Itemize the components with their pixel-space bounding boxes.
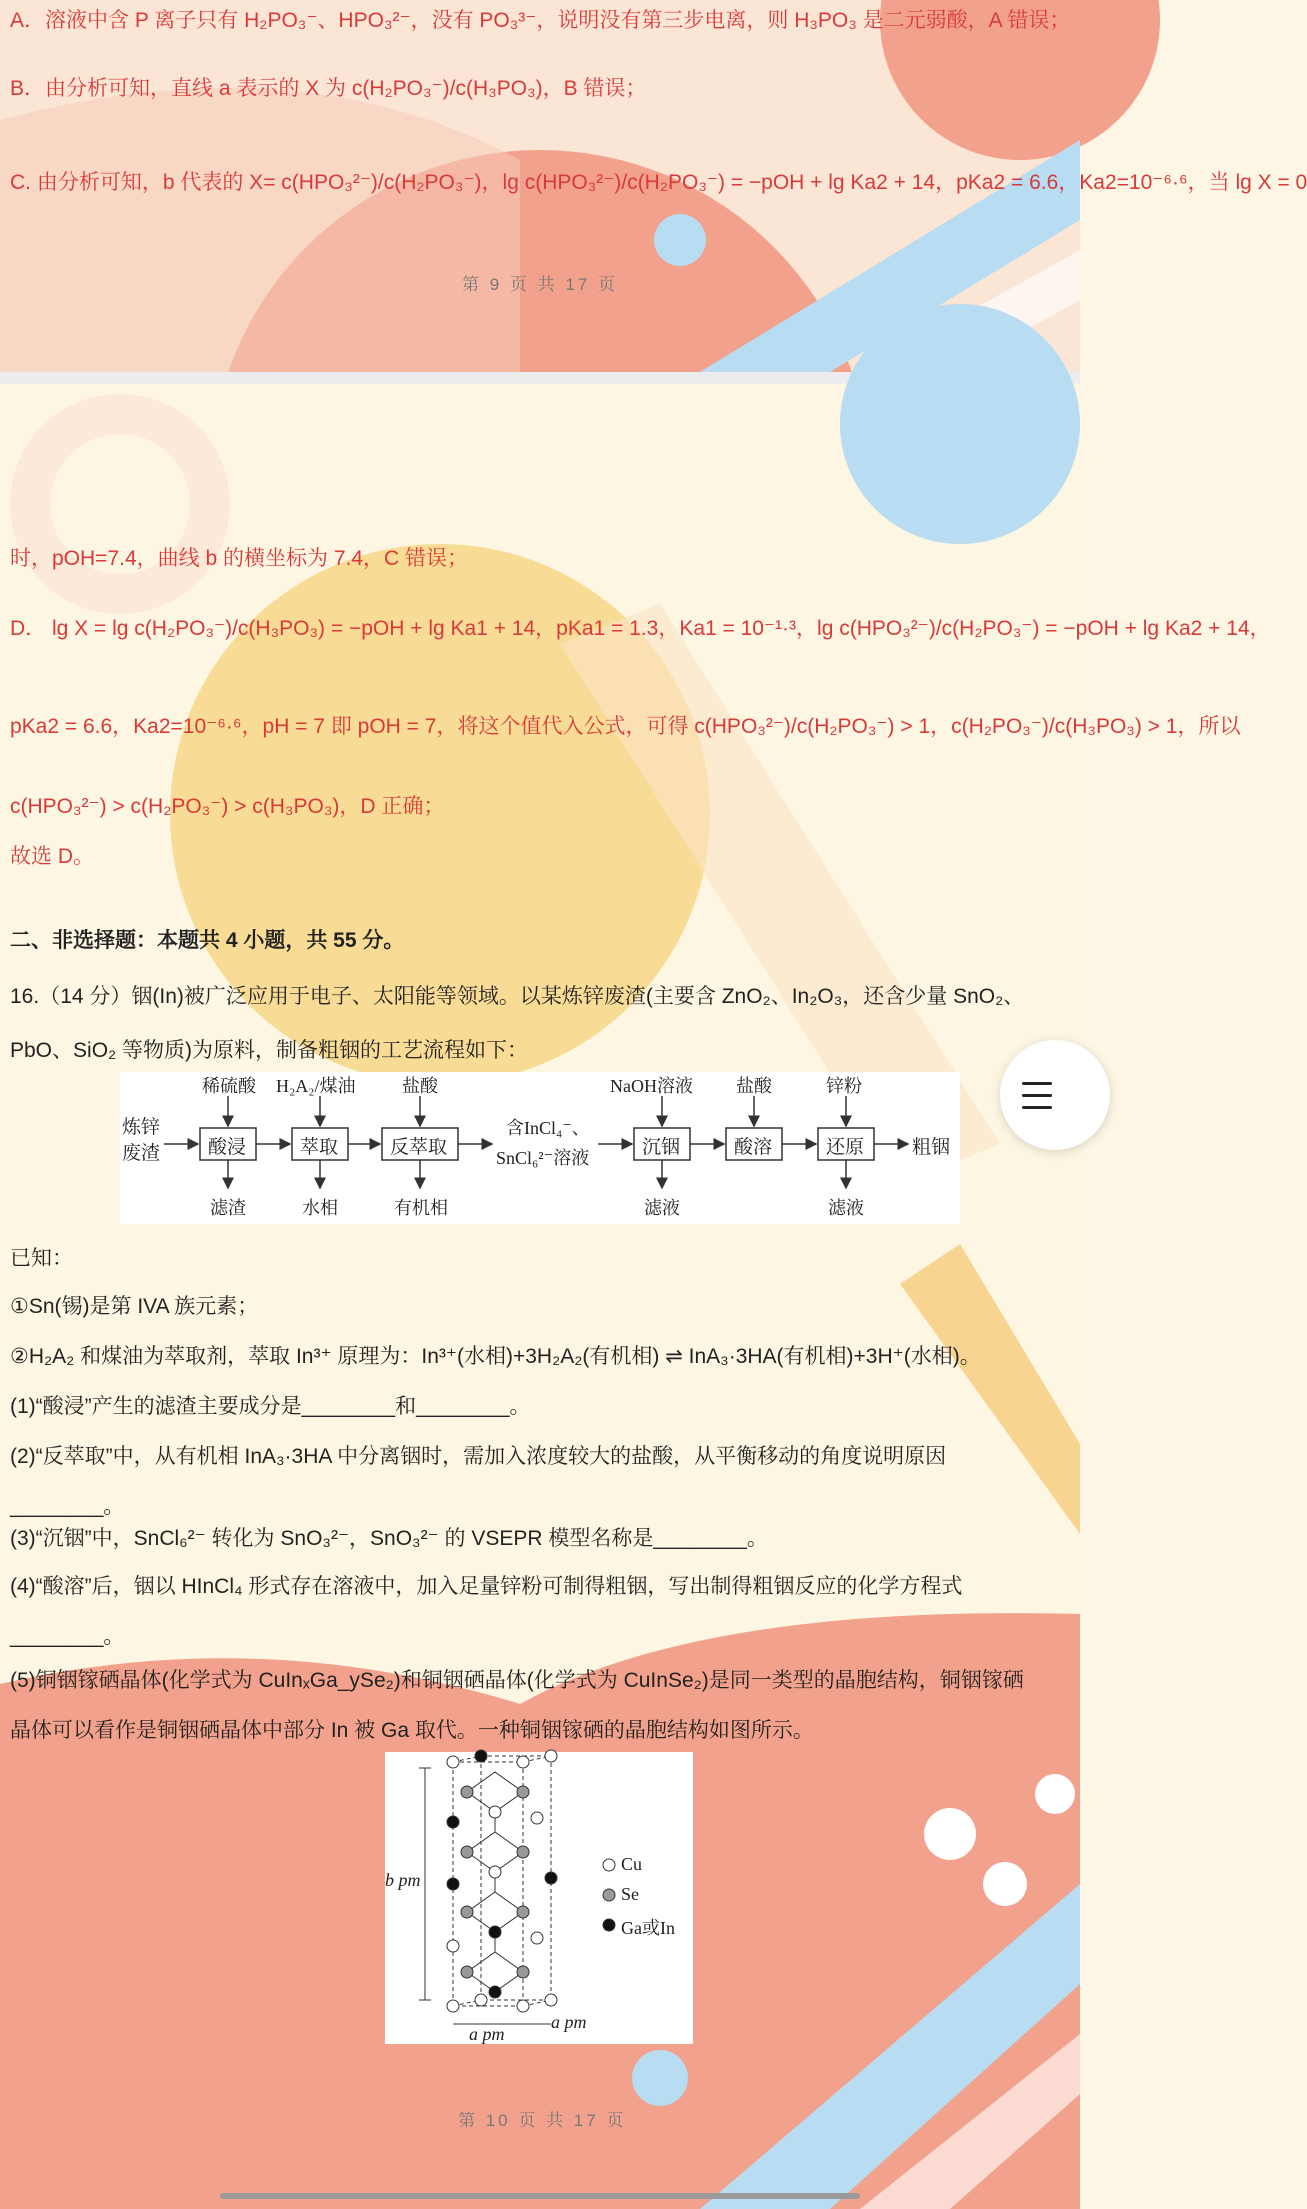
section-title: 二、非选择题：本题共 4 小题，共 55 分。 — [10, 929, 405, 952]
answer-d-line3: c(HPO₃²⁻) > c(H₂PO₃⁻) > c(H₃PO₃)，D 正确； — [10, 795, 445, 818]
question-5-line2: 晶体可以看作是铜铟硒晶体中部分 In 被 Ga 取代。一种铜铟镓硒的晶胞结构如图所示。 — [10, 1719, 814, 1742]
flow-top-label: 盐酸 — [736, 1076, 772, 1096]
known-1: ①Sn(锡)是第 IVA 族元素； — [10, 1295, 259, 1318]
legend-se: Se — [621, 1884, 639, 1904]
home-indicator-bar[interactable] — [220, 2193, 860, 2199]
answer-conclusion: 故选 D。 — [10, 845, 94, 868]
answer-c-line: C. 由分析可知，b 代表的 X= c(HPO₃²⁻)/c(H₂PO₃⁻)，lg c(HPO₃²⁻)/c(H₂PO₃⁻) = −pOH + lg Ka2 + 14，pKa2 = 6.6，Ka2=10⁻⁶·⁶，当 lg X = 0 — [10, 171, 1307, 194]
flow-input-2: 废渣 — [122, 1143, 161, 1164]
question-2: (2)“反萃取”中，从有机相 InA₃·3HA 中分离铟时，需加入浓度较大的盐酸，从平衡移动的角度说明原因 — [10, 1445, 947, 1468]
question-5-line1: (5)铜铟镓硒晶体(化学式为 CuInₓGa_ySe₂)和铜铟硒晶体(化学式为 CuInSe₂)是同一类型的晶胞结构，铜铟镓硒 — [10, 1669, 1024, 1692]
known-title: 已知： — [10, 1247, 73, 1270]
answer-d-line2: pKa2 = 6.6，Ka2=10⁻⁶·⁶，pH = 7 即 pOH = 7，将这个值代入公式，可得 c(HPO₃²⁻)/c(H₂PO₃⁻) > 1，c(H₂PO₃⁻)/c(H₃PO₃) > 1，所以 — [10, 715, 1241, 738]
page-footer: 第 10 页 共 17 页 — [458, 2111, 627, 2130]
q16-line1: 16.（14 分）铟(In)被广泛应用于电子、太阳能等领域。以某炼锌废渣(主要含 ZnO₂、In₂O₃，还含少量 SnO₂、 — [10, 985, 1025, 1008]
flow-bottom-label: 水相 — [302, 1198, 338, 1218]
page-footer: 第 9 页 共 17 页 — [462, 275, 618, 294]
flow-input-1: 炼锌 — [122, 1117, 161, 1138]
a-dimension-label-2: a pm — [551, 2012, 587, 2032]
page-10 — [0, 384, 1271, 2209]
crystal-svg — [385, 1752, 693, 2044]
flow-box-label: 沉铟 — [642, 1137, 681, 1158]
flow-bottom-label: 滤渣 — [210, 1198, 246, 1218]
known-2: ②H₂A₂ 和煤油为萃取剂，萃取 In³⁺ 原理为：In³⁺(水相)+3H₂A₂(有机相) ⇌ InA₃·3HA(有机相)+3H⁺(水相)。 — [10, 1345, 981, 1368]
q16-line2: PbO、SiO₂ 等物质)为原料，制备粗铟的工艺流程如下： — [10, 1039, 529, 1062]
menu-icon — [1022, 1082, 1052, 1085]
flow-bottom-label: 滤液 — [644, 1198, 680, 1218]
flow-top-label: 锌粉 — [826, 1076, 862, 1096]
question-2-blank: ________。 — [10, 1495, 125, 1518]
flow-output: 粗铟 — [912, 1137, 951, 1158]
answer-c-cont: 时，pOH=7.4，曲线 b 的横坐标为 7.4，C 错误； — [10, 547, 469, 570]
flow-bottom-label: 有机相 — [394, 1198, 448, 1218]
question-4-blank: ________。 — [10, 1625, 125, 1648]
a-dimension-label: a pm — [469, 2024, 505, 2044]
flow-box-label: 萃取 — [300, 1137, 339, 1158]
flow-top-label: 稀硫酸 — [202, 1076, 256, 1096]
flow-box-label: 酸溶 — [734, 1137, 773, 1158]
flow-box-label: 反萃取 — [390, 1137, 448, 1158]
answer-b-line: B．由分析可知，直线 a 表示的 X 为 c(H₂PO₃⁻)/c(H₃PO₃)，B 错误； — [10, 77, 647, 100]
flow-box-label: 酸浸 — [208, 1137, 247, 1158]
question-1: (1)“酸浸”产生的滤渣主要成分是________和________。 — [10, 1395, 531, 1418]
question-3: (3)“沉铟”中，SnCl₆²⁻ 转化为 SnO₃²⁻，SnO₃²⁻ 的 VSEPR 模型名称是________。 — [10, 1527, 768, 1550]
answer-d-line: D． lg X = lg c(H₂PO₃⁻)/c(H₃PO₃) = −pOH + lg Ka1 + 14，pKa1 = 1.3，Ka1 = 10⁻¹·³，lg c(HPO₃²⁻)/c(H₂PO₃⁻) = −pOH + lg Ka2 + 14， — [10, 617, 1271, 640]
legend-ga-in: Ga或In — [621, 1918, 675, 1938]
process-flow-diagram — [120, 1072, 960, 1224]
flow-middle-2: SnCl₆²⁻溶液 — [496, 1148, 590, 1168]
flow-box-label: 还原 — [826, 1137, 865, 1158]
menu-icon — [1022, 1106, 1052, 1109]
crystal-structure-figure — [385, 1752, 693, 2044]
answer-a-line: A．溶液中含 P 离子只有 H₂PO₃⁻、HPO₃²⁻，没有 PO₃³⁻，说明没有第三步电离，则 H₃PO₃ 是二元弱酸，A 错误； — [10, 9, 1071, 32]
b-dimension-label: b pm — [385, 1870, 421, 1890]
flow-bottom-label: 滤液 — [828, 1198, 864, 1218]
floating-menu-button[interactable] — [1000, 1040, 1110, 1150]
question-4: (4)“酸溶”后，铟以 HInCl₄ 形式存在溶液中，加入足量锌粉可制得粗铟，写出制得粗铟反应的化学方程式 — [10, 1575, 963, 1598]
flow-middle-1: 含InCl₄⁻、 — [506, 1118, 590, 1138]
legend-cu: Cu — [621, 1854, 643, 1874]
flow-top-label: NaOH溶液 — [610, 1076, 693, 1096]
flow-top-label: H₂A₂/煤油 — [276, 1076, 356, 1096]
menu-icon — [1022, 1094, 1052, 1097]
flow-top-label: 盐酸 — [402, 1076, 438, 1096]
